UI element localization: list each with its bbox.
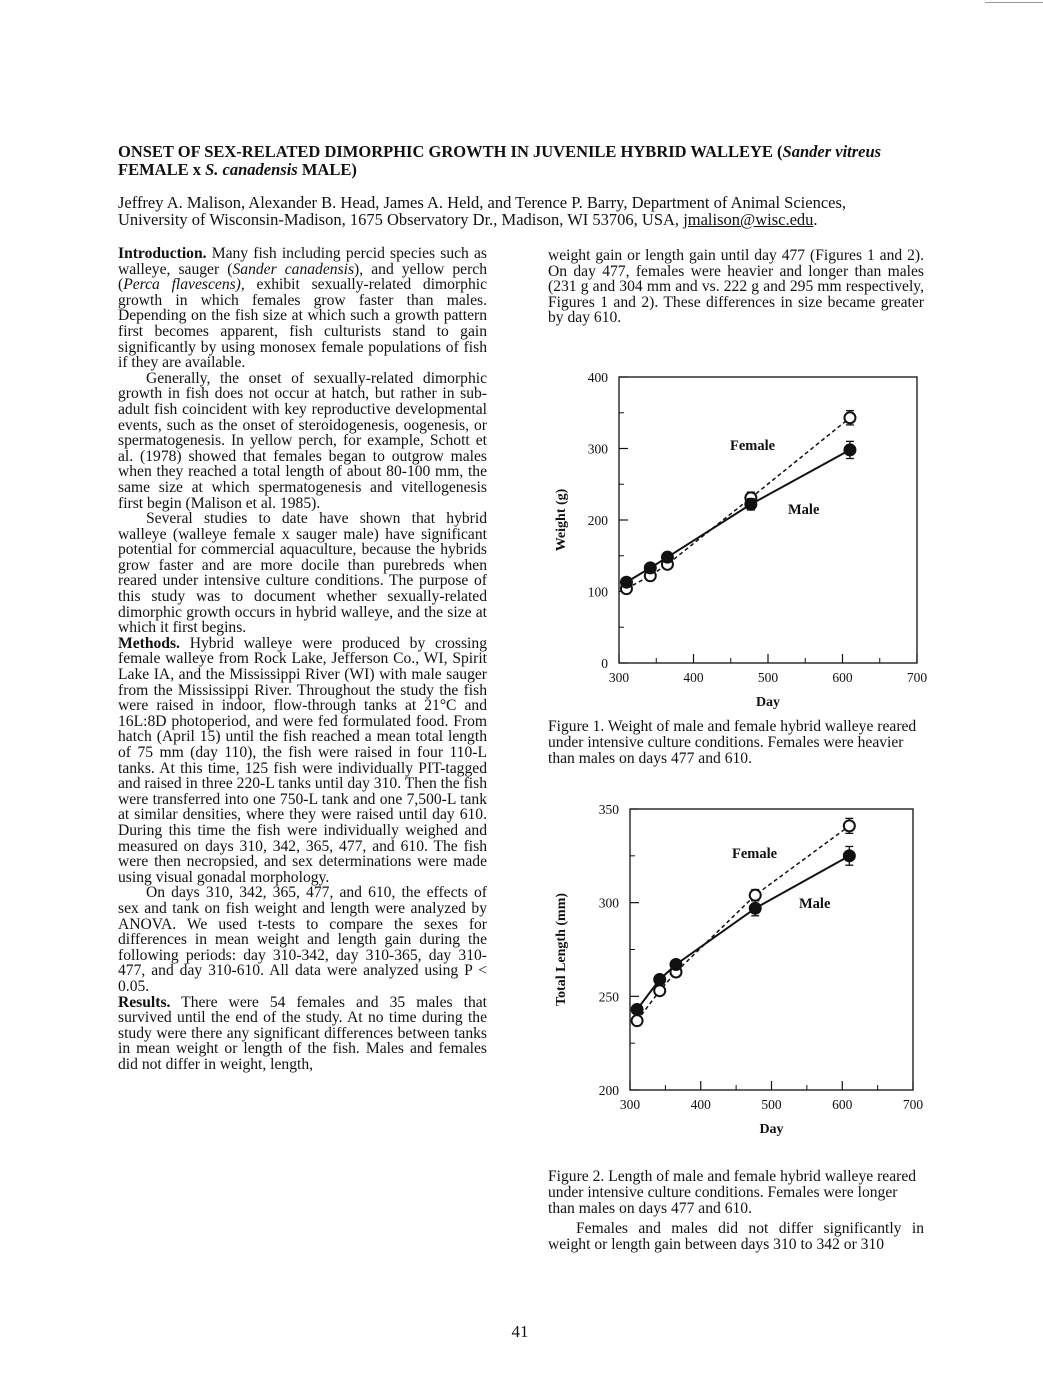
male-data-point (844, 444, 855, 455)
right-column-text (548, 248, 924, 326)
male-data-point (670, 959, 681, 970)
x-tick-label: 300 (619, 1097, 641, 1112)
y-tick-label: 0 (601, 656, 608, 671)
intro-species-2: Perca flavescens), (123, 276, 245, 294)
x-tick-label: 500 (761, 1097, 782, 1112)
methods-paragraph-2: On days 310, 342, 365, 477, and 610, the effects of sex and tank on fish weight and length were analyzed by ANOVA. We used t-tests to compare the sexes for differences in mean weight and length gain during the following periods: day 310-342, day 310-365, day 310-477, and day 310-610. All data were analyzed using P < 0.05. (118, 884, 487, 995)
x-axis-label: Day (755, 695, 781, 710)
title-species-2: S. canadensis (205, 160, 298, 179)
female-data-point (654, 985, 665, 996)
x-tick-label: 700 (906, 670, 928, 685)
female-data-point (844, 820, 855, 831)
x-tick-label: 400 (683, 670, 704, 685)
male-data-point (632, 1004, 643, 1015)
y-tick-label: 400 (587, 370, 608, 385)
male-data-point (750, 903, 761, 914)
paper-title (118, 143, 978, 179)
intro-text-b: ), and yellow perch ( (118, 260, 488, 294)
intro-paragraph-1 (118, 246, 487, 371)
title-line2-end: MALE) (297, 160, 357, 179)
right-column-continued (548, 1221, 924, 1252)
y-axis-label: Weight (g) (554, 488, 569, 552)
plot-frame (619, 377, 917, 663)
male-data-point (662, 552, 673, 563)
female-data-point (750, 890, 761, 901)
results-paragraph-3: Females and males did not differ significantly in weight or length gain between days 310 to 342 or 310 (548, 1220, 924, 1253)
y-tick-label: 100 (587, 584, 608, 600)
authors-line: Jeffrey A. Malison, Alexander B. Head, James A. Held, and Terence P. Barry, Department of Animal Sciences, (118, 193, 847, 212)
y-tick-label: 200 (598, 1083, 619, 1098)
methods-text: Hybrid walleye were produced by crossing female walleye from Rock Lake, Jefferson Co., WI, Spirit Lake IA, and the Mississippi River (WI) with male sauger from the Mississippi River. Throughout the study the fish were raised in indoor, flow-through tanks at 21°C and 16L:8D photoperiod, and were fed formulated food. From hatch (April 15) until the fish reached a mean total length of 75 mm (day 110), the fish were raised in four 110-L tanks. At this time, 125 fish were individually PIT-tagged and raised in three 220-L tanks until day 310. Then the fish were transferred into one 750-L tank and one 7,500-L tank at similar densities, where they were raised until day 610. During this time the fish were individually weighed and measured on days 310, 342, 365, 477, and 610. The fish were then necropsied, and sex determinations were made using visual gonadal morphology. (118, 634, 487, 886)
affiliation-end: . (813, 210, 818, 229)
email-link[interactable]: jmalison@wisc.edu (683, 210, 814, 229)
title-line2: FEMALE x (118, 160, 206, 179)
intro-paragraph-3: Several studies to date have shown that hybrid walleye (walleye female x sauger male) have significant potential for commercial aquaculture, because the hybrids grow faster and are more docile than purebreds when reared under intensive culture conditions. The purpose of this study was to document whether sexually-related dimorphic growth occurs in hybrid walleye, and the size at which it first begins. (118, 510, 487, 637)
male-series-line (637, 856, 849, 1010)
x-tick-label: 300 (608, 670, 630, 685)
male-data-point (621, 577, 632, 588)
scan-edge-line (985, 2, 1043, 3)
male-series-label: Male (799, 896, 831, 912)
y-tick-label: 300 (587, 441, 608, 457)
figure-2-length-chart (540, 795, 940, 1150)
intro-text-a: Many fish including percid species such as walleye, sauger ( (118, 245, 487, 278)
female-series-label: Female (730, 438, 776, 454)
male-data-point (654, 974, 665, 985)
author-block (118, 194, 948, 228)
methods-paragraph-1 (118, 636, 487, 886)
results-paragraph-1 (118, 995, 487, 1073)
results-heading: Results. (118, 993, 171, 1011)
x-tick-label: 600 (832, 670, 853, 685)
page-number: 41 (511, 1322, 529, 1341)
title-species: Sander vitreus (782, 142, 882, 161)
female-series-label: Female (732, 846, 778, 862)
y-tick-label: 200 (587, 513, 608, 528)
male-data-point (844, 850, 855, 861)
y-tick-label: 350 (598, 802, 619, 817)
figure-1-caption: Figure 1. Weight of male and female hybrid walleye reared under intensive culture conditions. Females were heavier than males on days 477 and 610. (548, 718, 917, 767)
y-axis-label: Total Length (mm) (554, 892, 569, 1007)
y-tick-label: 250 (598, 989, 619, 1005)
methods-heading: Methods. (118, 634, 180, 652)
intro-heading: Introduction. (118, 245, 207, 262)
title-text: ONSET OF SEX-RELATED DIMORPHIC GROWTH IN JUVENILE HYBRID WALLEYE ( (118, 142, 783, 161)
x-tick-label: 400 (690, 1097, 711, 1112)
affiliation-line: University of Wisconsin-Madison, 1675 Observatory Dr., Madison, WI 53706, USA, (118, 210, 684, 229)
figure-2-caption: Figure 2. Length of male and female hybrid walleye reared under intensive culture conditions. Females were longer than males on days 477 and 610. (548, 1168, 917, 1217)
results-paragraph-2: weight gain or length gain until day 477 (Figures 1 and 2). On day 477, females were heavier and longer than males (231 g and 304 mm and vs. 222 g and 295 mm respectively, Figures 1 and 2). These differences in size became greater by day 610. (548, 247, 924, 327)
female-data-point (632, 1015, 643, 1026)
x-tick-label: 600 (832, 1097, 853, 1112)
y-tick-label: 300 (598, 895, 619, 911)
female-data-point (844, 412, 855, 423)
male-data-point (745, 499, 756, 510)
intro-species-1: Sander canadensis (232, 260, 355, 278)
male-series-label: Male (788, 502, 820, 518)
x-axis-label: Day (759, 1122, 784, 1137)
intro-paragraph-2: Generally, the onset of sexually-related dimorphic growth in fish does not occur at hatch, but rather in sub-adult fish coincident with key reproductive developmental events, such as the onset of steroidogenesis, oogenesis, or spermatogenesis. In yellow perch, for example, Schott et al. (1978) showed that females began to outgrow males when they reached a total length of about 80-100 mm, the same size at which spermatogenesis and vitellogenesis first begin (Malison et al. 1985). (118, 369, 487, 512)
x-tick-label: 500 (757, 670, 779, 685)
left-column (118, 246, 487, 1072)
male-data-point (645, 562, 656, 573)
x-tick-label: 700 (902, 1097, 924, 1112)
intro-text-c: exhibit sexually-related dimorphic growth in which females grow faster than males. Depending on the fish size at which such a growth pattern first becomes apparent, fish culturists stand to gain significantly by using monosex female populations of fish if they are available. (118, 276, 487, 372)
results-text: There were 54 females and 35 males that survived until the end of the study. At no time during the study were there any significant differences between tanks in mean weight or length of the fish. Males and females did not differ in weight, length, (118, 993, 487, 1073)
figure-1-weight-chart (540, 362, 940, 717)
